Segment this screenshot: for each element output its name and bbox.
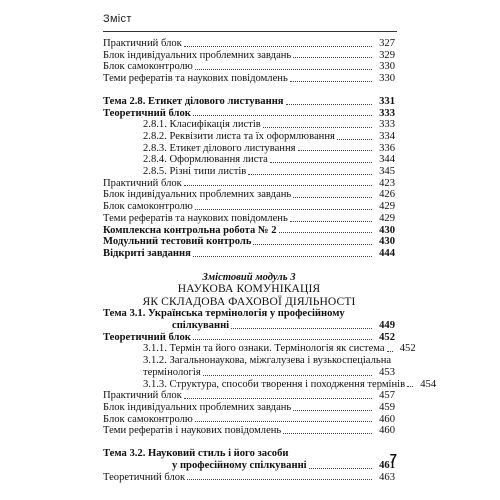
toc-entry: Блок індивідуальних проблемних завдань 459 [103, 401, 395, 413]
toc-subentry: 2.8.3. Етикет ділового листування 336 [143, 142, 395, 154]
toc-entry: Блок самоконтролю 330 [103, 61, 395, 73]
module-title-line-1: НАУКОВА КОМУНІКАЦІЯ [177, 282, 321, 296]
toc-entry: Практичний блок 327 [103, 38, 395, 49]
toc-subentry: 3.1.1. Термін та його ознаки. Термінологія як система 452 [143, 343, 416, 355]
toc-subentry: 2.8.5. Різні типи листів 345 [143, 166, 395, 178]
toc-subentry: 3.1.3. Структура, способи творення і походження термінів 454 [143, 378, 437, 390]
toc-entry: Блок самоконтролю 429 [103, 201, 395, 213]
toc-subentry: 2.8.4. Оформлювання листа 344 [143, 154, 395, 166]
topic-heading-line-2: у професійному спілкуванні 461 [172, 459, 395, 471]
module-label: Змістовий модуль 3 [202, 271, 296, 283]
table-of-contents [103, 38, 437, 483]
topic-heading-line-1: Тема 3.2. Науковий стиль і його засоби [103, 448, 289, 460]
toc-subentry: 2.8.2. Реквізити листа та їх оформлювання 334 [143, 130, 395, 142]
toc-subentry-line-2: термінологія 453 [143, 366, 395, 378]
toc-entry: Теми рефератів та наукових повідомлень 429 [103, 212, 395, 224]
toc-entry: Блок самоконтролю 460 [103, 413, 395, 425]
toc-entry: Блок індивідуальних проблемних завдань 426 [103, 189, 395, 201]
toc-entry-bold: Комплексна контрольна робота № 2 430 [103, 224, 395, 236]
running-header: Зміст [103, 13, 132, 25]
toc-subentry-line-1: 3.1.2. Загальнонаукова, міжгалузева і вузькоспеціальна [143, 355, 392, 367]
toc-entry: Теми рефератів і наукових повідомлень 460 [103, 425, 395, 437]
toc-entry-bold: Модульний тестовий контроль 430 [103, 236, 395, 248]
toc-entry-bold: Відкриті завдання 444 [103, 247, 395, 259]
topic-heading-line-2: спілкуванні 449 [172, 320, 395, 332]
toc-entry: Блок індивідуальних проблемних завдань 329 [103, 49, 395, 61]
toc-entry: Теми рефератів та наукових повідомлень 330 [103, 73, 395, 85]
toc-entry: Теоретичний блок 333 [103, 107, 395, 119]
toc-entry: Практичний блок 423 [103, 177, 395, 189]
topic-heading-line-1: Тема 3.1. Українська термінологія у професійному [103, 308, 345, 320]
toc-entry: Теоретичний блок 452 [103, 331, 395, 343]
toc-subentry: 2.8.1. Класифікація листів 333 [143, 119, 395, 131]
toc-entry: Практичний блок 457 [103, 390, 395, 402]
page-number: 7 [389, 451, 397, 466]
module-heading [103, 272, 395, 309]
topic-heading: Тема 2.8. Етикет ділового листування 331 [103, 95, 395, 107]
toc-entry: Теоретичний блок 463 [103, 471, 395, 483]
header-rule [103, 31, 397, 32]
module-title-line-2: ЯК СКЛАДОВА ФАХОВОЇ ДІЯЛЬНОСТІ [142, 294, 356, 308]
